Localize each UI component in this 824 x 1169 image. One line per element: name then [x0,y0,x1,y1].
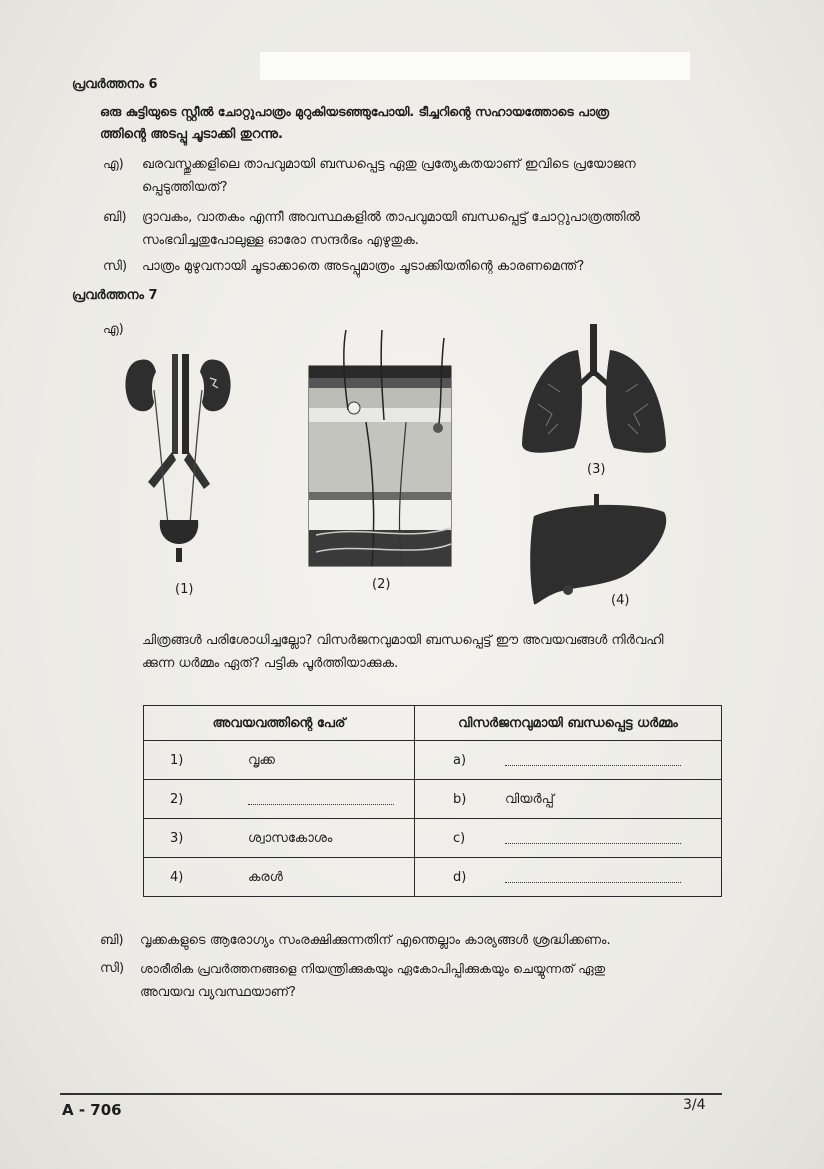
q7a-label: എ) [103,322,124,337]
blank-patch [260,52,690,80]
table-header-row [144,706,722,741]
organ-name: വൃക്ക [248,752,275,768]
caption-2: (2) [372,577,391,592]
caption-3: (3) [587,462,606,477]
table-row [144,741,722,780]
activity7-instruction-line1: ചിത്രങ്ങൾ പരിശോധിച്ചല്ലോ? വിസർജനവുമായി ബന്ധപ്പെട്ട് ഈ അവയവങ്ങൾ നിർവഹി [142,633,664,648]
function-header: വിസർജനവുമായി ബന്ധപ്പെട്ട ധർമ്മം [415,706,722,741]
q6b-line2: സംഭവിച്ചതുപോലുള്ള ഓരോ സന്ദർഭം എഴുതുക. [142,233,419,248]
organ-name: ശ്വാസകോശം [248,830,333,846]
row-letter: c) [453,830,466,846]
q6b-line1: ദ്രാവകം, വാതകം എന്നീ അവസ്ഥകളിൽ താപവുമായി ബന്ധപ്പെട്ട് ചോറ്റുപാത്രത്തിൽ [142,210,640,225]
row-number: 4) [170,869,184,885]
table-row [144,780,722,819]
activity6-intro-line2: ത്തിന്റെ അടപ്പു ചൂടാക്കി തുറന്നു. [100,127,283,142]
q6c-line1: പാത്രം മുഴുവനായി ചൂടാക്കാതെ അടപ്പുമാത്രം ചൂടാക്കിയതിന്റെ കാരണമെന്ത്? [142,259,585,274]
skin-cross-section-illustration [306,330,454,570]
footer-divider [60,1093,722,1095]
liver-illustration [528,494,672,610]
q7c-label: സി) [100,961,125,976]
organ-function-table [143,705,722,897]
row-number: 3) [170,830,184,846]
q6a-line2: പ്പെടുത്തിയത്? [142,180,228,195]
q6a-label: എ) [103,157,124,172]
function-text: വിയർപ്പ് [505,791,554,807]
activity7-instruction-line2: ക്കുന്ന ധർമ്മം ഏത്? പട്ടിക പൂർത്തിയാക്കുക. [142,656,399,671]
kidney-urinary-system-illustration [118,352,248,574]
activity7-heading: പ്രവർത്തനം 7 [72,288,158,303]
table-row [144,819,722,858]
table-row [144,858,722,897]
caption-1: (1) [175,582,194,597]
answer-blank[interactable] [505,755,681,766]
q6c-label: സി) [103,259,128,274]
answer-blank[interactable] [505,872,681,883]
q7b-label: ബി) [100,933,124,948]
organ-name: കരൾ [248,869,283,885]
q6a-line1: ഖരവസ്തുക്കളിലെ താപവുമായി ബന്ധപ്പെട്ട ഏതു പ്രത്യേകതയാണ് ഇവിടെ പ്രയോജന [142,157,636,172]
answer-blank[interactable] [248,794,394,805]
row-letter: d) [453,869,467,885]
lungs-illustration [518,324,670,464]
row-letter: b) [453,791,467,807]
caption-4: (4) [611,593,630,608]
exam-code: A - 706 [62,1101,122,1119]
activity6-heading: പ്രവർത്തനം 6 [72,77,158,92]
row-letter: a) [453,752,467,768]
row-number: 1) [170,752,184,768]
organ-name-header: അവയവത്തിന്റെ പേര് [144,706,415,741]
activity6-intro-line1: ഒരു കുട്ടിയുടെ സ്റ്റീൽ ചോറ്റുപാത്രം മുറുകിയടഞ്ഞുപോയി. ടീച്ചറിന്റെ സഹായത്തോടെ പാത്ര [100,104,610,119]
row-number: 2) [170,791,184,807]
answer-blank[interactable] [505,833,681,844]
q7c-line1: ശാരീരിക പ്രവർത്തനങ്ങളെ നിയന്ത്രിക്കുകയും ഏകോപിപ്പിക്കുകയും ചെയ്യുന്നത് ഏതു [140,961,606,976]
q7b-line1: വൃക്കകളുടെ ആരോഗ്യം സംരക്ഷിക്കുന്നതിന് എന്തെല്ലാം കാര്യങ്ങൾ ശ്രദ്ധിക്കണം. [140,933,611,948]
q7c-line2: അവയവ വ്യവസ്ഥയാണ്? [140,985,296,1000]
page-number: 3/4 [683,1097,706,1113]
q6b-label: ബി) [103,210,127,225]
